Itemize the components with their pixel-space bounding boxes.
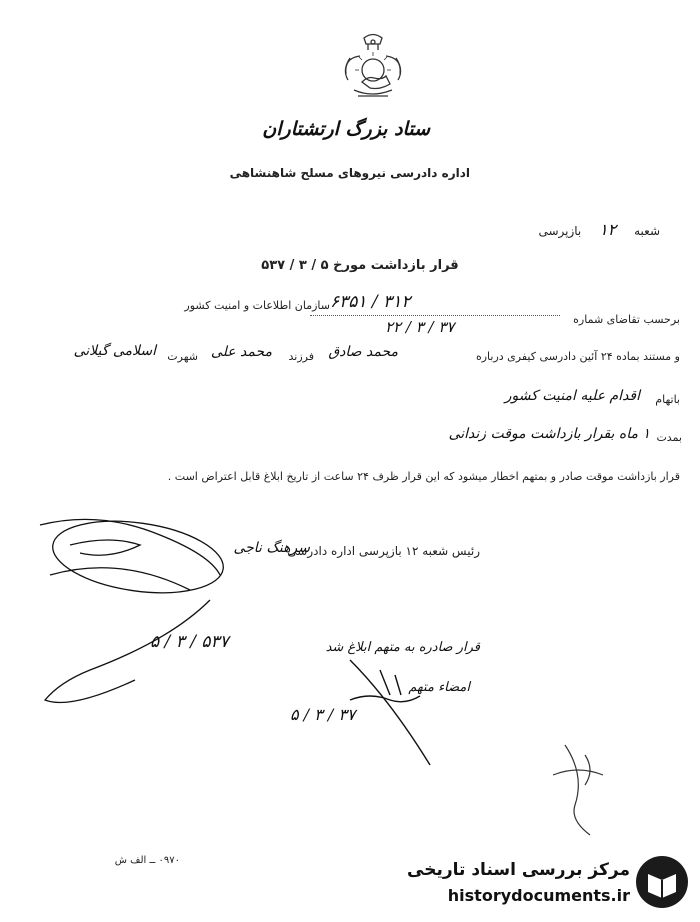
closing-text: قرار بازداشت موقت صادر و بمتهم اخطار میشود که این قرار ظرف ۲۴ ساعت از تاریخ ابلاغ قابل اعتراض است . <box>167 470 680 483</box>
signature-title: رئیس شعبه ۱۲ بازپرسی اداره دادرسی <box>287 544 480 558</box>
signature-date-1: ۵ / ۳ / ۵۳۷ <box>150 632 229 652</box>
line1-print: برحسب تقاضای شماره <box>573 313 680 326</box>
branch-label: شعبه <box>634 224 660 238</box>
line2-surname: اسلامی گیلانی <box>73 343 156 359</box>
line2-name: محمد صادق <box>328 344 398 360</box>
form-code: ۰۹۷۰ ــ الف ش <box>114 855 180 866</box>
branch-line <box>530 220 660 239</box>
watermark <box>354 846 694 916</box>
signature-date-2: ۵ / ۳ / ۳۷ <box>290 705 356 724</box>
note-hand: قرار صادره به متهم ابلاغ شد <box>325 640 480 655</box>
line1-org: سازمان اطلاعات و امنیت کشور <box>184 299 330 312</box>
line2-print-a: و مستند بماده ۲۴ آئین دادرسی کیفری درباره <box>475 350 680 363</box>
line1-number: ۶۳۵۱ / ۳۱۲ <box>330 292 411 312</box>
document-title: قرار بازداشت مورخ ۵ / ۳ / ۵۳۷ <box>261 258 459 273</box>
line1-date: ۲۲ / ۳ / ۳۷ <box>385 318 455 336</box>
dotted-line <box>310 315 560 316</box>
line2-print-c: شهرت <box>167 350 198 363</box>
accused-signature <box>340 640 470 770</box>
charge-label: باتهام <box>655 393 680 406</box>
book-logo-icon <box>634 854 690 910</box>
line2-print-b: فرزند <box>288 350 314 363</box>
line2-father: محمد علی <box>210 344 272 360</box>
duration-text: ۱ ماه بقرار بازداشت موقت زندانی <box>448 426 650 442</box>
margin-scribble <box>545 735 615 845</box>
duration-label: بمدت <box>656 431 682 444</box>
lion-and-sun-emblem <box>340 30 406 108</box>
watermark-url: historydocuments.ir <box>447 886 630 905</box>
branch-number: ۱۲ <box>599 220 617 239</box>
signature-scribble <box>20 505 280 735</box>
branch-suffix: بازپرسی <box>538 224 582 238</box>
watermark-title: مرکز بررسی اسناد تاریخی <box>407 860 630 880</box>
department-title: اداره دادرسی نیروهای مسلح شاهنشاهی <box>229 166 470 180</box>
signer-name: سرهنگ ناجی <box>233 540 310 556</box>
note-hand-2: امضاء متهم <box>408 680 470 695</box>
organization-title: ستاد بزرگ ارتشتاران <box>262 118 430 140</box>
charge-text: اقدام علیه امنیت کشور <box>504 388 640 404</box>
